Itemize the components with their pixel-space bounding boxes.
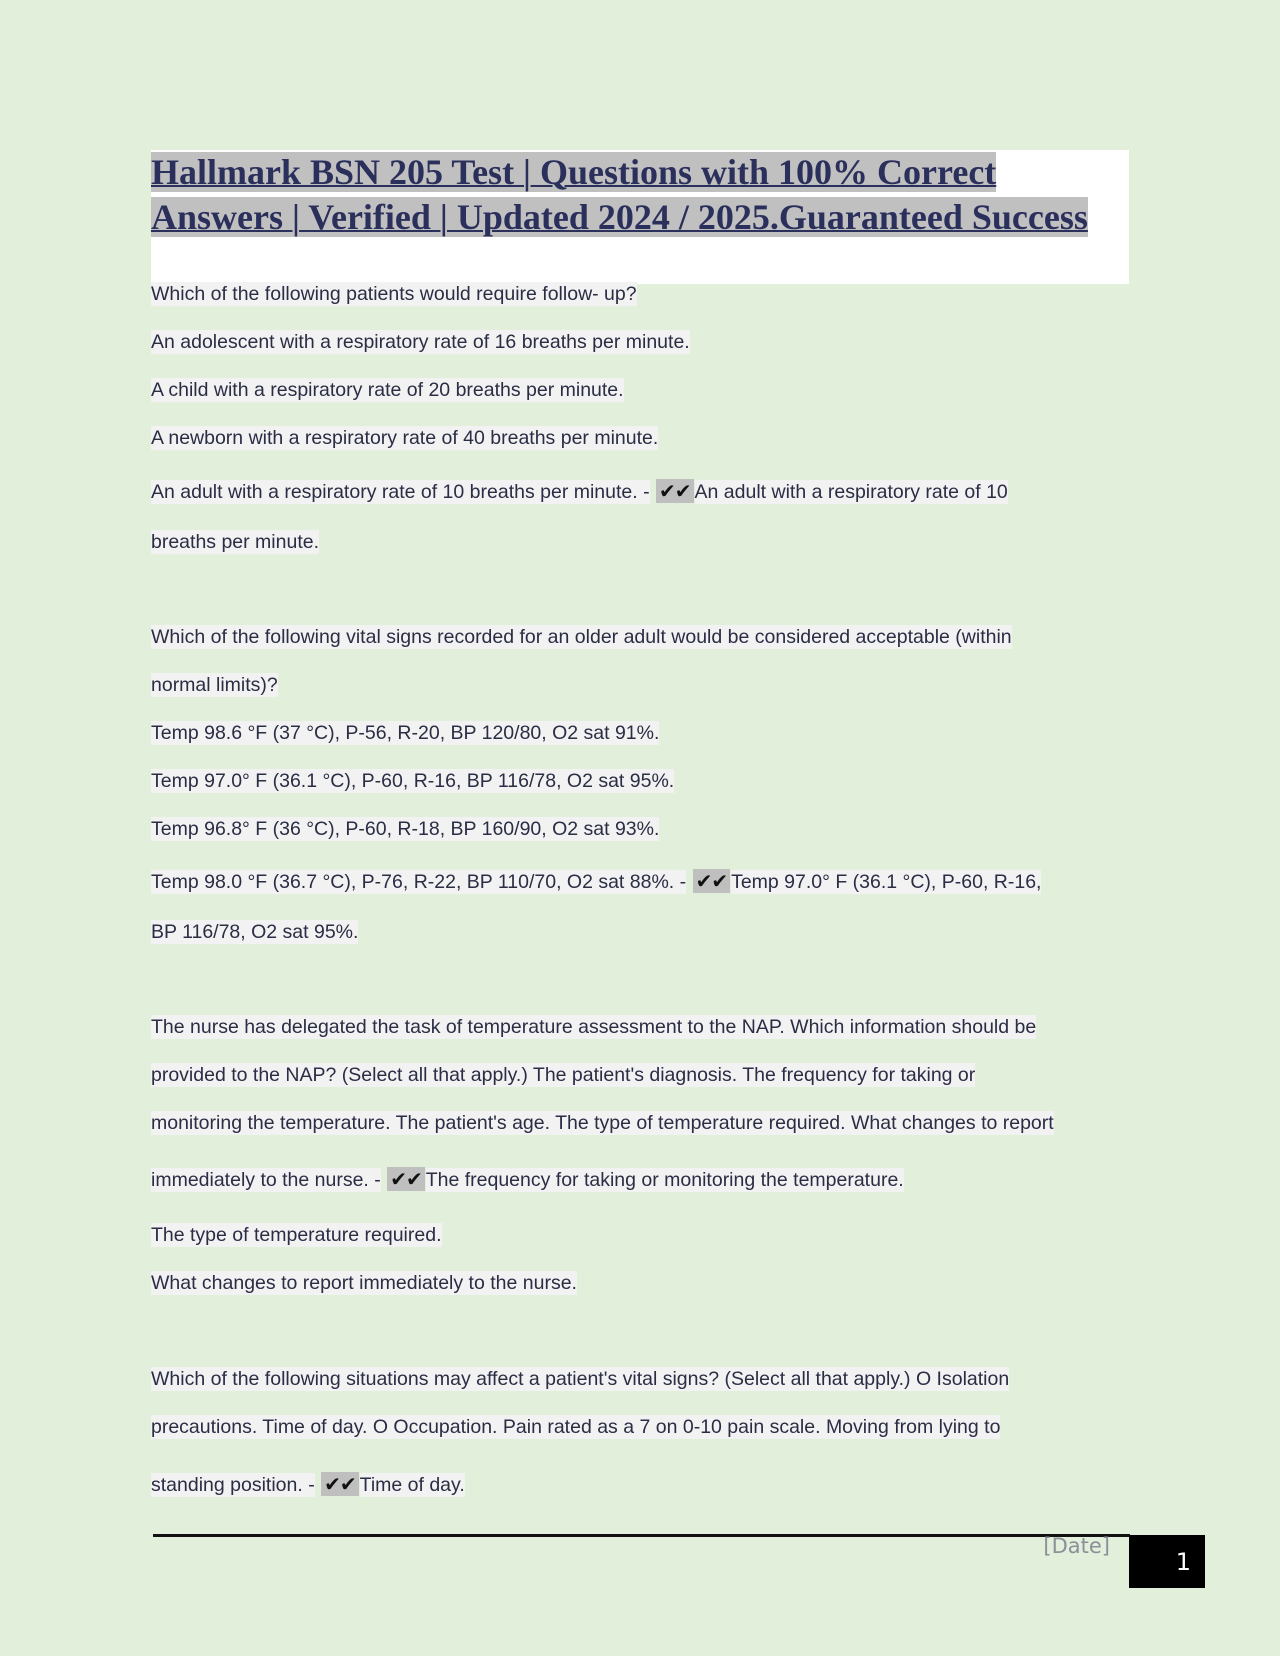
q3-line-2: provided to the NAP? (Select all that apply.) The patient's diagnosis. The frequency for taking or [151,1064,976,1086]
q2-answer: Temp 97.0° F (36.1 °C), P-60, R-16, [731,871,1042,893]
q4-answer: Time of day. [359,1474,465,1496]
title-block [151,150,1129,284]
q1-question: Which of the following patients would require follow- up? [151,283,637,305]
q1-option-3: A newborn with a respiratory rate of 40 breaths per minute. [151,427,659,449]
document-title [151,150,1129,240]
q2-option-2: Temp 97.0° F (36.1 °C), P-60, R-16, BP 116/78, O2 sat 95%. [151,770,675,792]
footer-divider [153,1534,1130,1537]
q1-answer-cont: breaths per minute. [151,531,320,553]
q3-answer: The frequency for taking or monitoring the temperature. [425,1169,904,1191]
q3-line-3: monitoring the temperature. The patient's age. The type of temperature required. What changes to report [151,1112,1054,1134]
page-number: 1 [1129,1535,1205,1588]
footer-date: [Date] [1043,1534,1110,1558]
q2-question: Which of the following vital signs recorded for an older adult would be considered acceptable (within [151,626,1012,648]
q1-option-1: An adolescent with a respiratory rate of 16 breaths per minute. [151,331,690,353]
q4-line-2: precautions. Time of day. O Occupation. Pain rated as a 7 on 0-10 pain scale. Moving from lying to [151,1416,1001,1438]
q1-answer: An adult with a respiratory rate of 10 [694,481,1008,503]
q3-answer-2: The type of temperature required. [151,1224,442,1246]
q3-line-1: The nurse has delegated the task of temperature assessment to the NAP. Which information should be [151,1016,1037,1038]
check-mark-icon: ✔✔ [321,1472,359,1496]
q3-last-line: immediately to the nurse. - ✔✔ The frequency for taking or monitoring the temperature. [151,1167,904,1191]
check-mark-icon: ✔✔ [693,869,731,893]
q3-answer-3: What changes to report immediately to the nurse. [151,1272,577,1294]
q2-option-1: Temp 98.6 °F (37 °C), P-56, R-20, BP 120/80, O2 sat 91%. [151,722,660,744]
title-text: Hallmark BSN 205 Test | Questions with 100% Correct Answers | Verified | Updated 2024 / 2025.Guaranteed Success [151,152,1088,237]
q2-last-option: Temp 98.0 °F (36.7 °C), P-76, R-22, BP 110/70, O2 sat 88%. - ✔✔ Temp 97.0° F (36.1 °C), P-60, R-16, [151,869,1042,893]
q1-last-option: An adult with a respiratory rate of 10 breaths per minute. - ✔✔ An adult with a respiratory rate of 10 [151,479,1008,503]
q4-last-line: standing position. - ✔✔ Time of day. [151,1472,465,1496]
q2-question-cont: normal limits)? [151,674,278,696]
q2-answer-cont: BP 116/78, O2 sat 95%. [151,921,359,943]
check-mark-icon: ✔✔ [387,1167,425,1191]
q1-option-2: A child with a respiratory rate of 20 breaths per minute. [151,379,624,401]
q2-option-3: Temp 96.8° F (36 °C), P-60, R-18, BP 160/90, O2 sat 93%. [151,818,660,840]
check-mark-icon: ✔✔ [656,479,694,503]
q4-line-1: Which of the following situations may affect a patient's vital signs? (Select all that apply.) O Isolation [151,1368,1010,1390]
